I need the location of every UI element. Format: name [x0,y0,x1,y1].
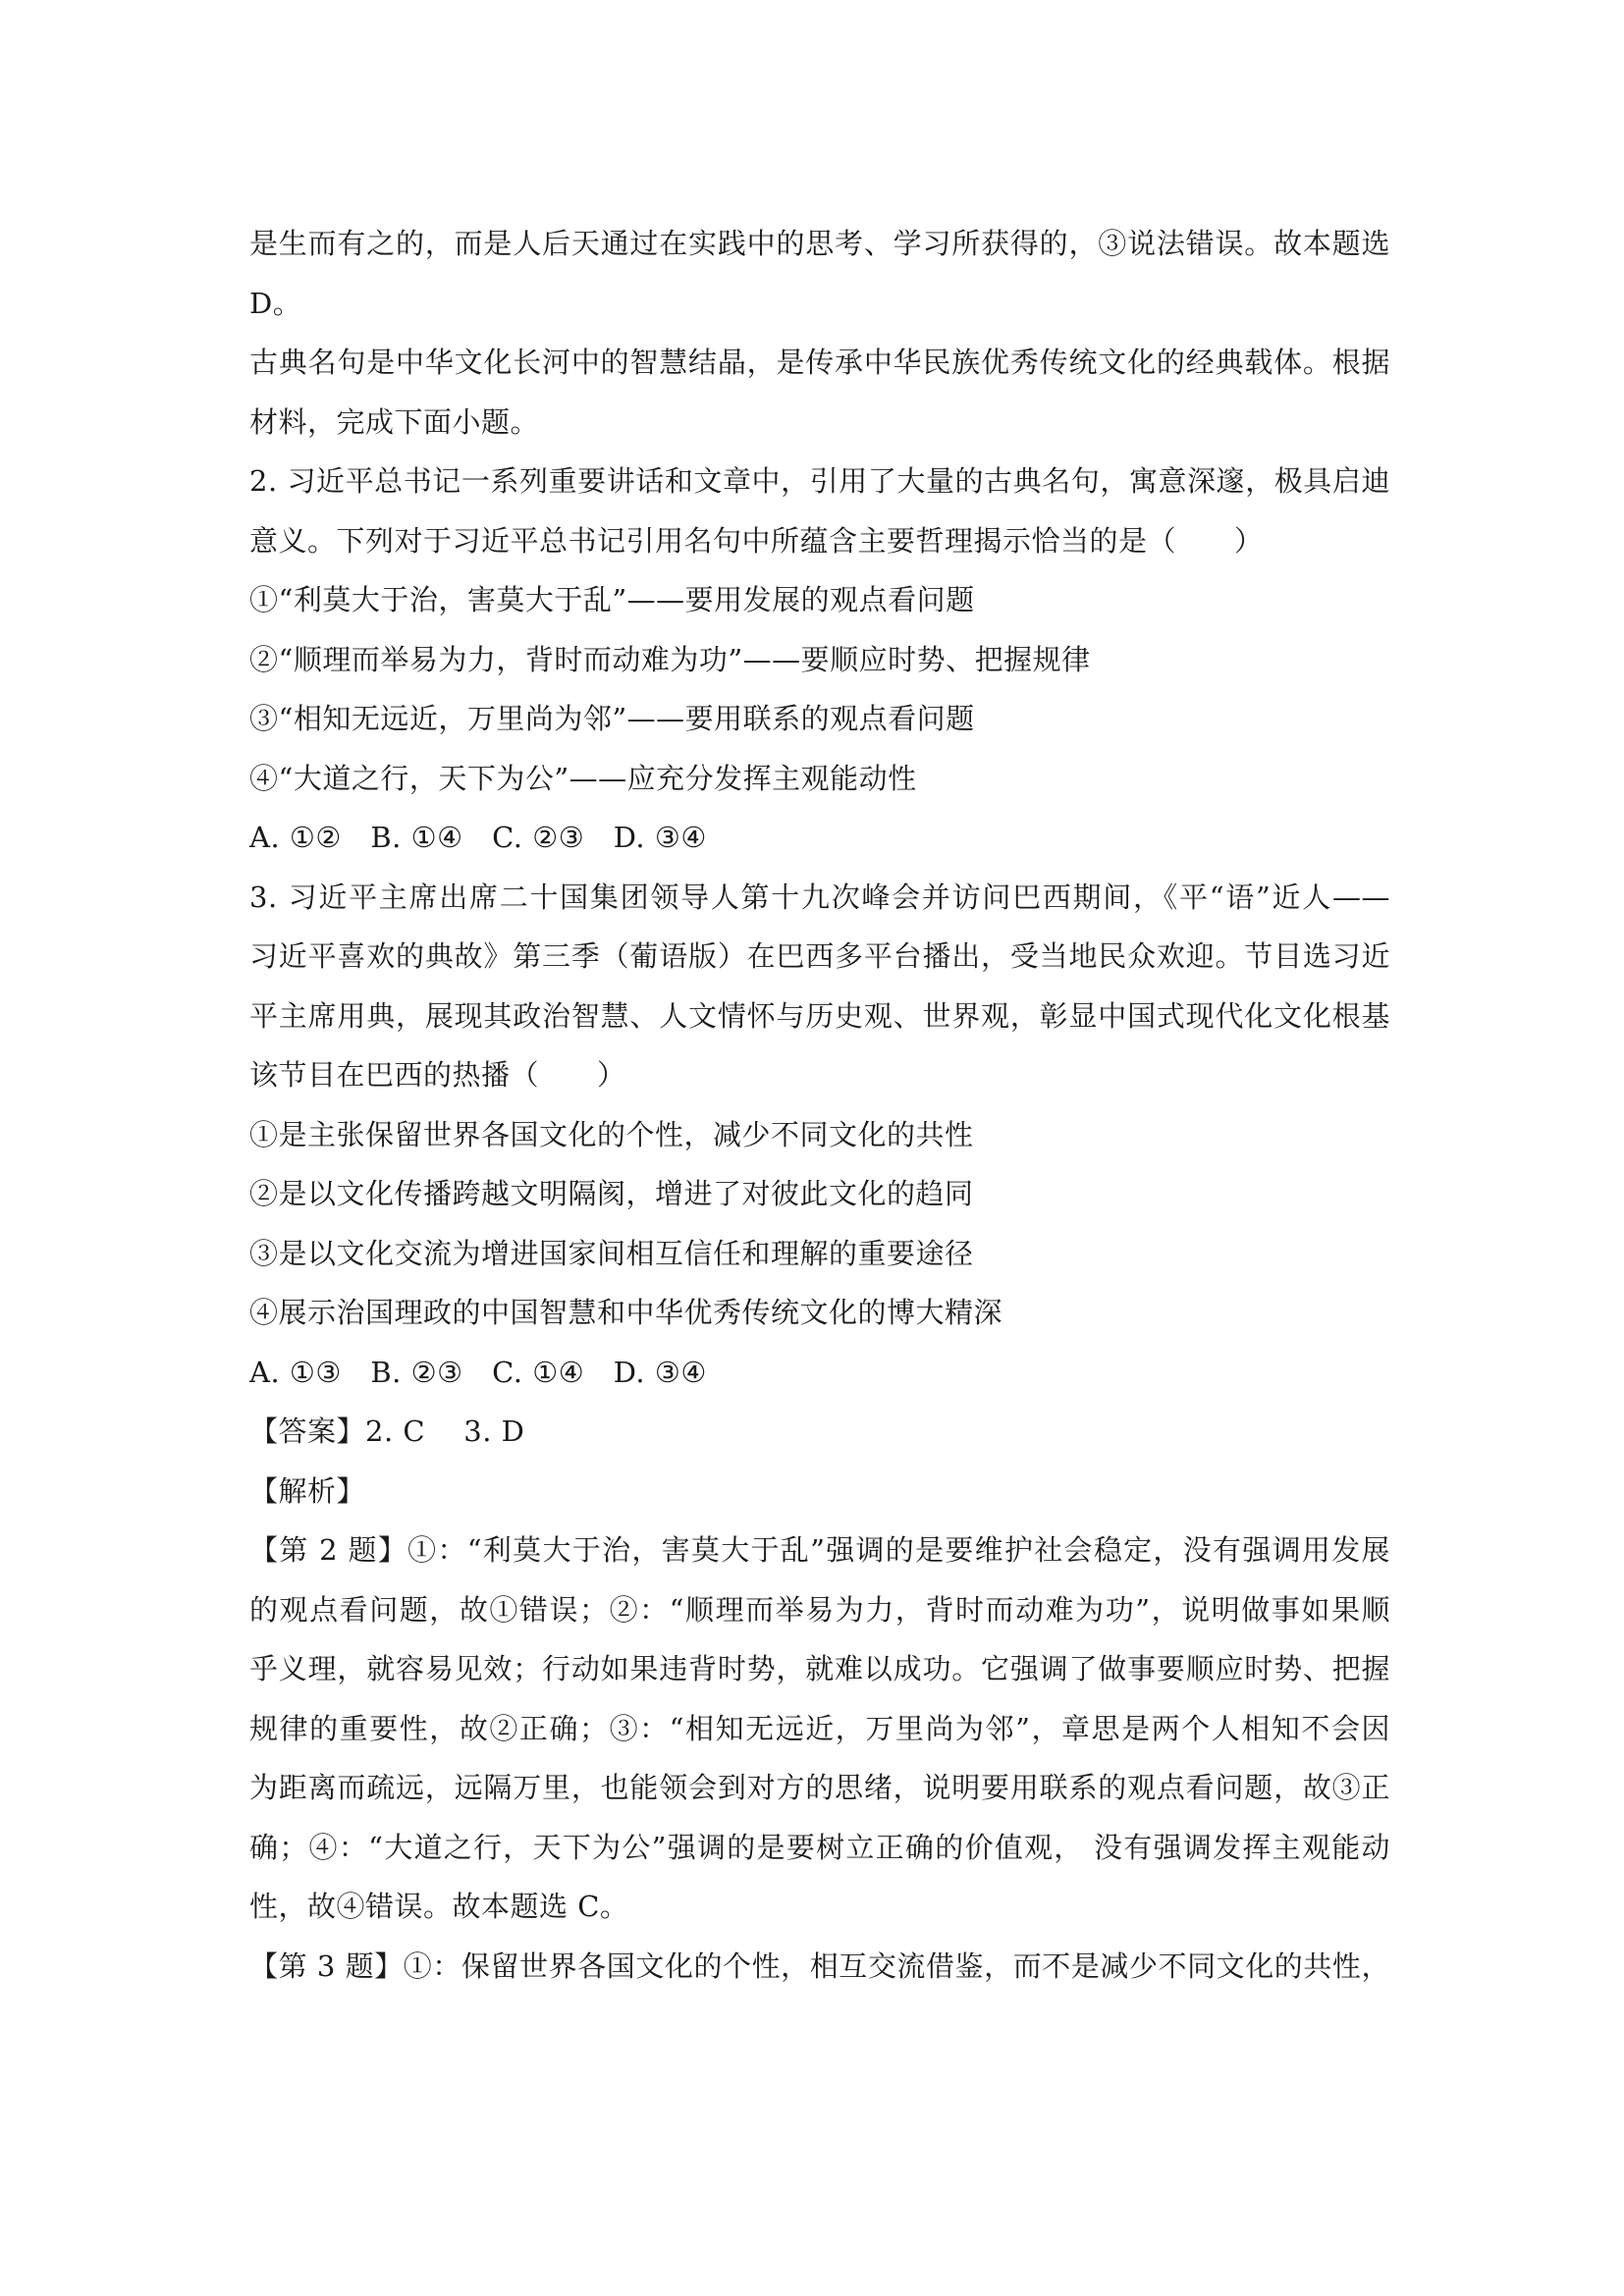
text-line: 【解析】 [249,1473,366,1508]
text-line: ②是以文化传播跨越文明隔阂，增进了对彼此文化的趋同 [249,1177,974,1210]
text-line: A. ①③ B. ②③ C. ①④ D. ③④ [249,1355,707,1389]
text-line: ①是主张保留世界各国文化的个性，减少不同文化的共性 [249,1117,974,1151]
text-line: 【第 3 题】①：保留世界各国文化的个性，相互交流借鉴，而不是减少不同文化的共性， [249,1949,1390,1983]
text-line: 意义。下列对于习近平总书记引用名句中所蕴含主要哲理揭示恰当的是（ ） [249,523,1264,558]
text-line: ③“相知无远近，万里尚为邻”——要用联系的观点看问题 [249,702,975,735]
text-line: 【第 2 题】①：“利莫大于治，害莫大于乱”强调的是要维护社会稳定，没有强调用发展 [249,1533,1390,1567]
text-line: 3. 习近平主席出席二十国集团领导人第十九次峰会并访问巴西期间，《平“语”近人—— [249,880,1390,914]
text-line: 的观点看问题，故①错误；②：“顺理而举易为力，背时而动难为功”，说明做事如果顺 [249,1592,1390,1627]
text-line: ②“顺理而举易为力，背时而动难为功”——要顺应时势、把握规律 [249,642,1091,676]
text-line: 【答案】2. C 3. D [249,1415,525,1448]
text-line: ③是以文化交流为增进国家间相互信任和理解的重要途径 [249,1236,974,1270]
text-line: 平主席用典，展现其政治智慧、人文情怀与历史观、世界观，彰显中国式现代化文化根基 [249,998,1390,1033]
document-body [249,214,1390,1996]
text-line: 乎义理，就容易见效；行动如果违背时势，就难以成功。它强调了做事要顺应时势、把握 [249,1652,1390,1685]
text-line: A. ①② B. ①④ C. ②③ D. ③④ [249,821,707,854]
text-line: 材料，完成下面小题。 [249,404,540,439]
text-line: ①“利莫大于治，害莫大于乱”——要用发展的观点看问题 [249,583,975,616]
text-line: 规律的重要性，故②正确；③：“相知无远近，万里尚为邻”，章思是两个人相知不会因 [249,1711,1390,1745]
text-line: 2. 习近平总书记一系列重要讲话和文章中，引用了大量的古典名句，寓意深邃，极具启迪 [249,464,1390,498]
text-line: 习近平喜欢的典故》第三季（葡语版）在巴西多平台播出，受当地民众欢迎。节目选习近 [249,939,1390,973]
text-line: 古典名句是中华文化长河中的智慧结晶，是传承中华民族优秀传统文化的经典载体。根据 [249,346,1390,379]
text-line: 为距离而疏远，远隔万里，也能领会到对方的思绪，说明要用联系的观点看问题，故③正 [249,1771,1390,1804]
text-line: ④“大道之行，天下为公”——应充分发挥主观能动性 [249,761,917,795]
text-line: D。 [249,286,302,320]
text-line: 确；④：“大道之行，天下为公”强调的是要树立正确的价值观， 没有强调发挥主观能动 [249,1830,1390,1864]
document-page [249,214,1390,1996]
text-line: 该节目在巴西的热播（ ） [249,1058,626,1092]
text-line: 是生而有之的，而是人后天通过在实践中的思考、学习所获得的，③说法错误。故本题选 [249,227,1390,260]
text-line: 性，故④错误。故本题选 C。 [249,1890,629,1923]
text-line: ④展示治国理政的中国智慧和中华优秀传统文化的博大精深 [249,1296,1003,1329]
